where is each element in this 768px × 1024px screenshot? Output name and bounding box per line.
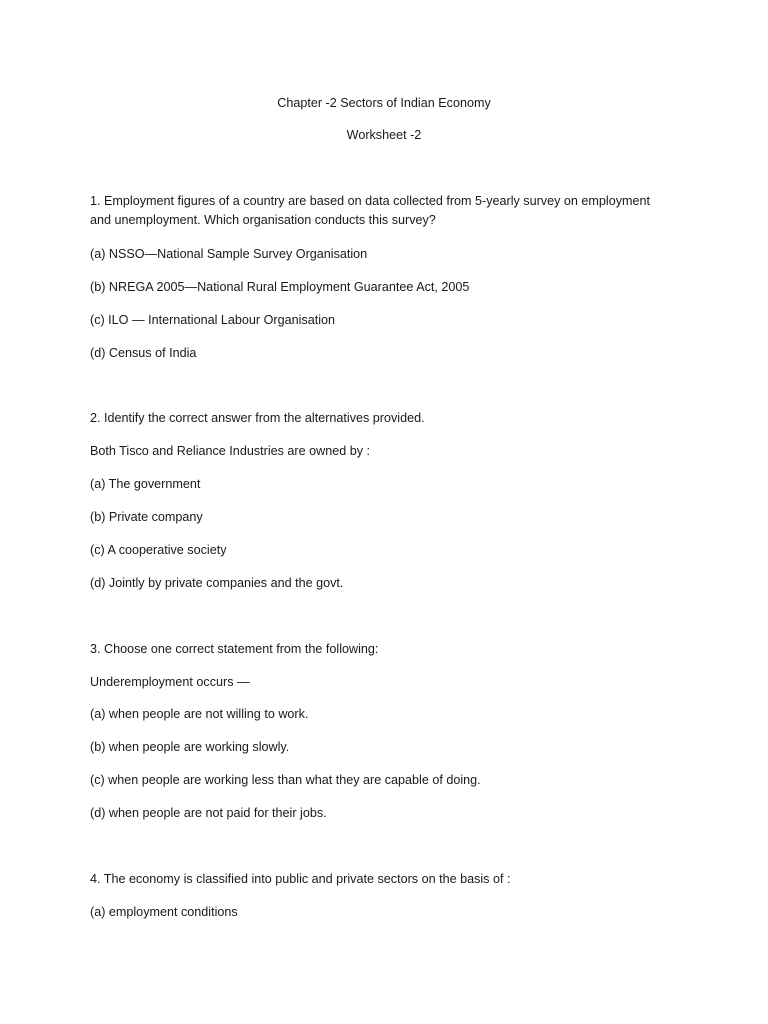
question-1-option-b: (b) NREGA 2005—National Rural Employment Guarantee Act, 2005: [90, 280, 470, 294]
question-1-text: 1. Employment figures of a country are based on data collected from 5-yearly survey on employment: [90, 194, 650, 208]
question-3-option-b: (b) when people are working slowly.: [90, 740, 290, 754]
question-3-option-a: (a) when people are not willing to work.: [90, 707, 309, 721]
question-2-text: 2. Identify the correct answer from the alternatives provided.: [90, 411, 425, 425]
question-2-option-a: (a) The government: [90, 477, 201, 491]
question-2-option-c: (c) A cooperative society: [90, 543, 227, 557]
question-1-option-c: (c) ILO — International Labour Organisation: [90, 313, 336, 327]
question-2-option-b: (b) Private company: [90, 510, 203, 524]
question-1-text-cont: and unemployment. Which organisation conducts this survey?: [90, 213, 436, 227]
worksheet-title: Worksheet -2: [346, 128, 422, 142]
question-3-option-d: (d) when people are not paid for their jobs.: [90, 806, 327, 820]
question-4-text: 4. The economy is classified into public and private sectors on the basis of :: [90, 872, 511, 886]
question-4-option-a: (a) employment conditions: [90, 905, 238, 919]
question-1-option-a: (a) NSSO—National Sample Survey Organisation: [90, 247, 368, 261]
question-3-option-c: (c) when people are working less than what they are capable of doing.: [90, 773, 481, 787]
question-2-option-d: (d) Jointly by private companies and the govt.: [90, 576, 344, 590]
question-2-text-cont: Both Tisco and Reliance Industries are owned by :: [90, 444, 371, 458]
question-3-text: 3. Choose one correct statement from the following:: [90, 642, 379, 656]
question-1-option-d: (d) Census of India: [90, 346, 197, 360]
chapter-title: Chapter -2 Sectors of Indian Economy: [277, 96, 491, 110]
question-3-text-cont: Underemployment occurs —: [90, 675, 250, 689]
